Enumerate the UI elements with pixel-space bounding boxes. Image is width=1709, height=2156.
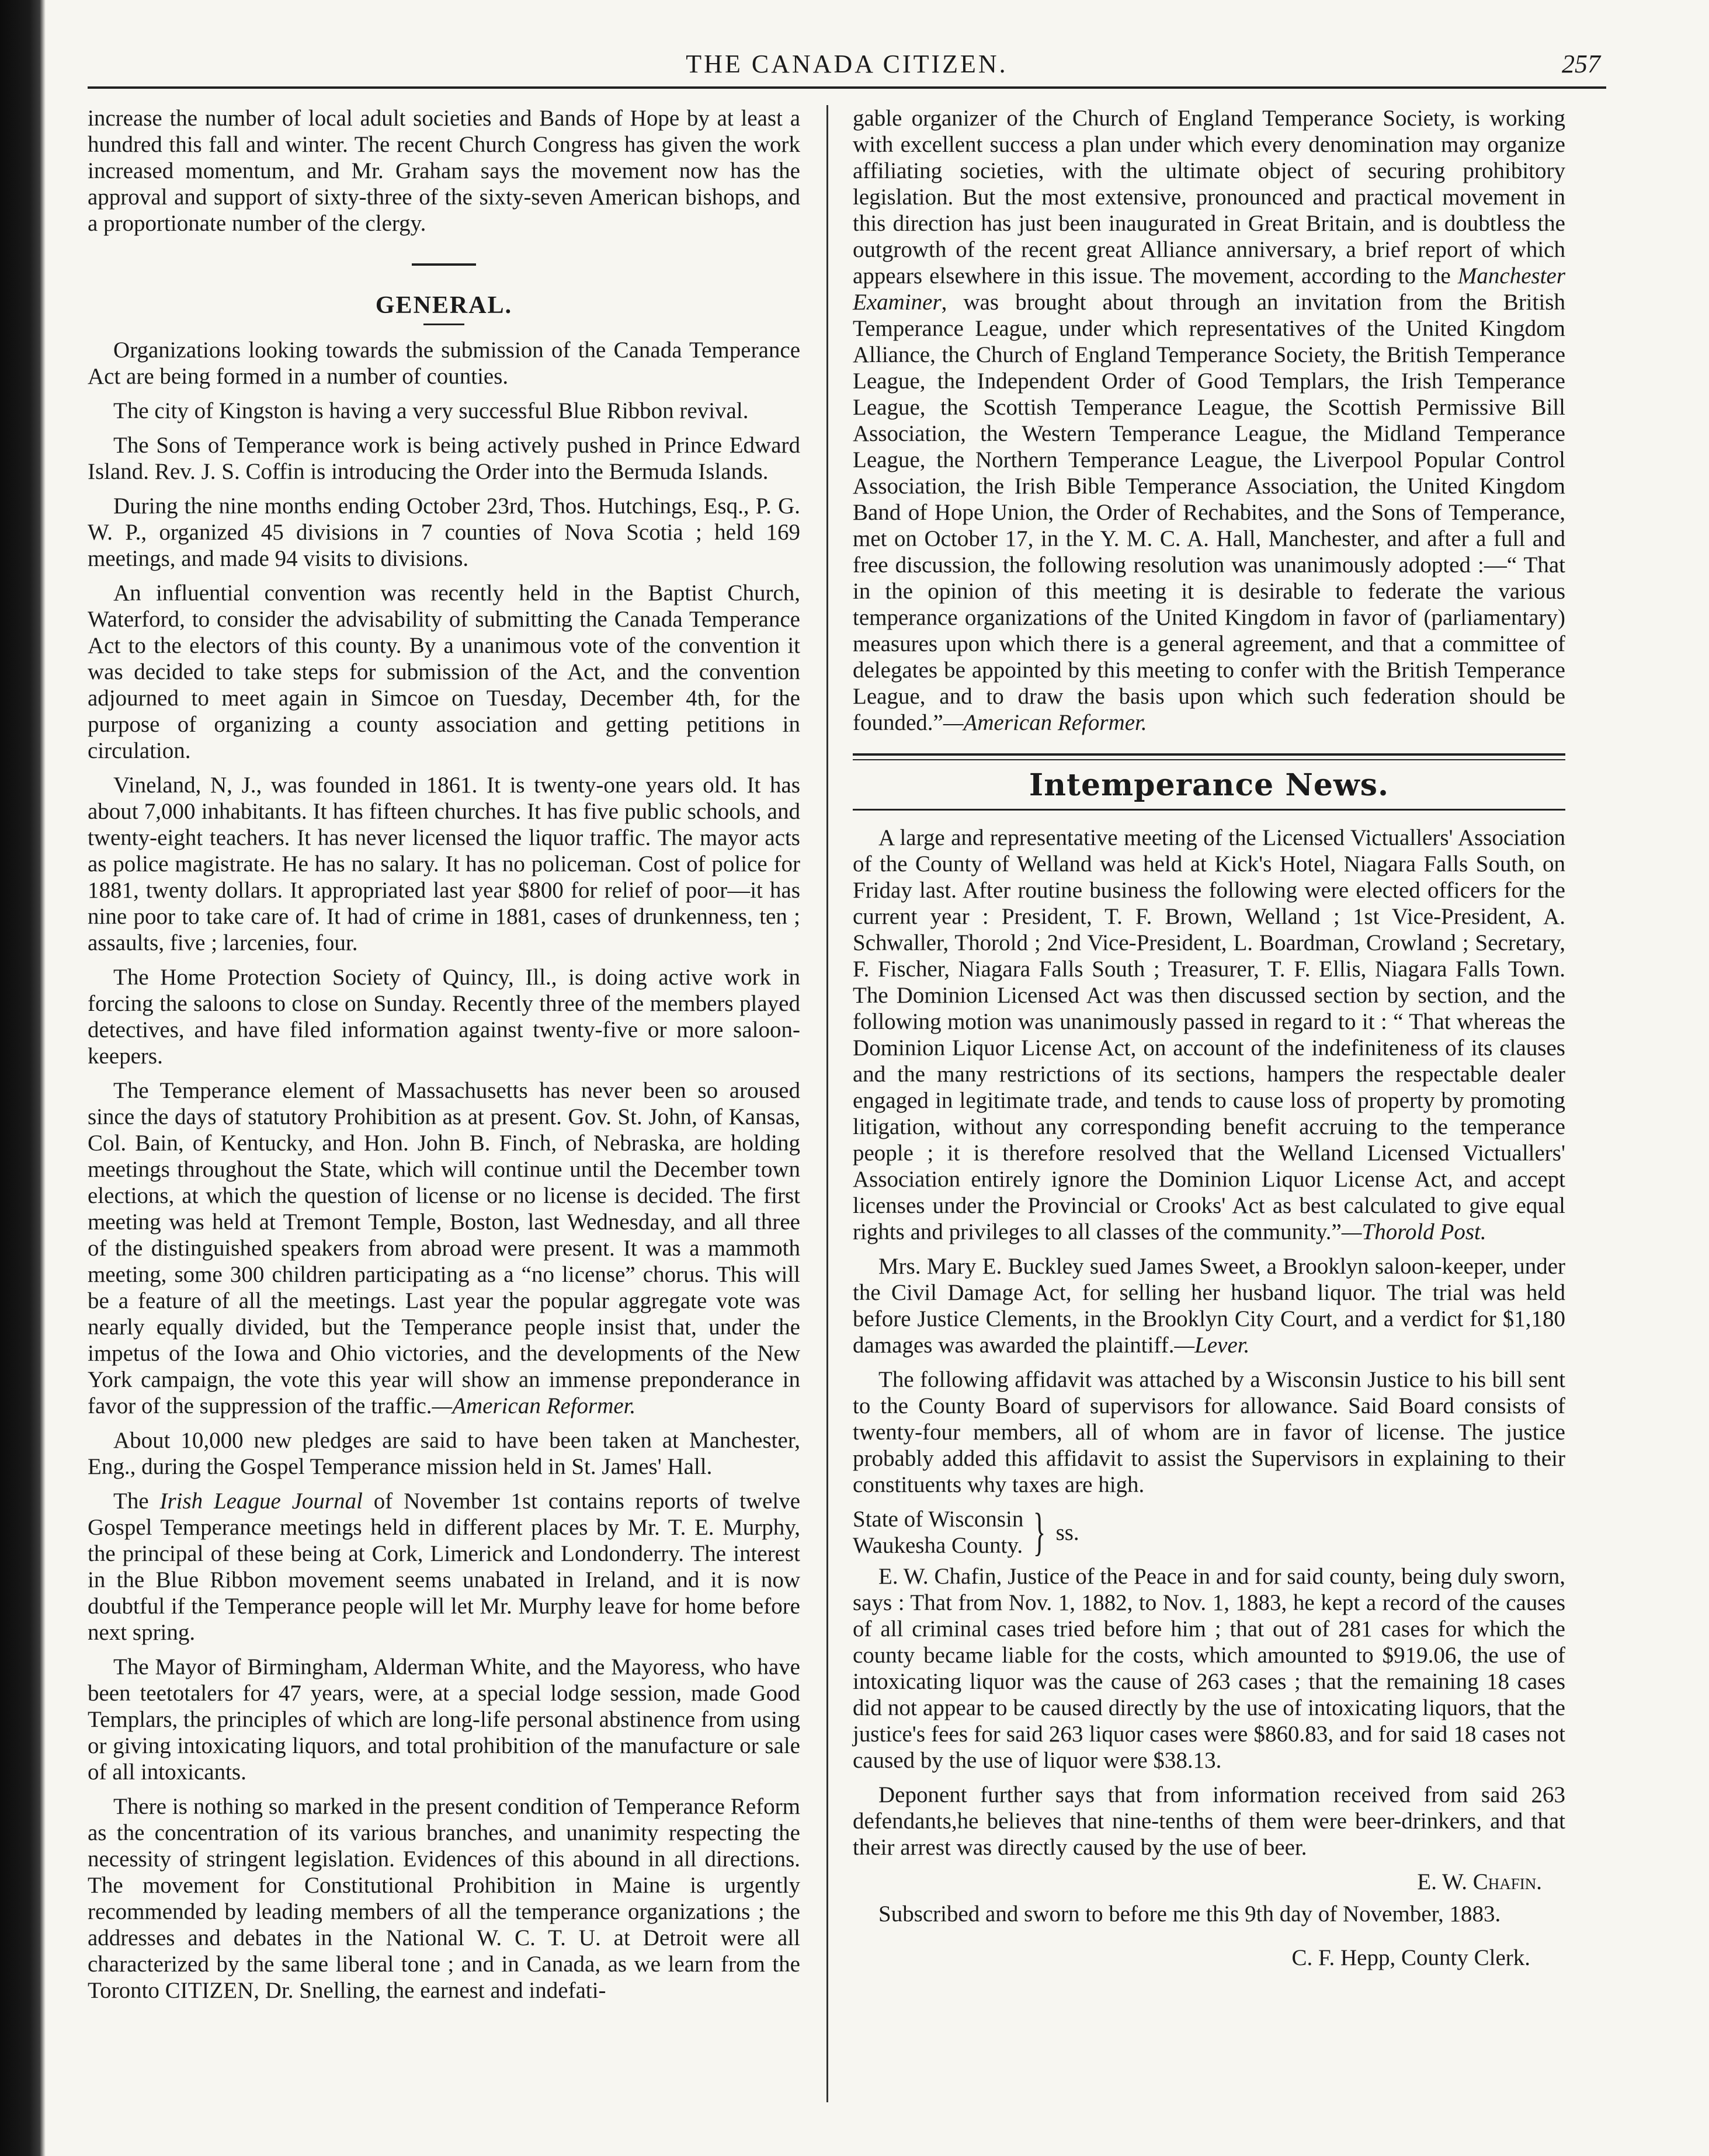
newspaper-page <box>88 35 1606 2114</box>
page-number: 257 <box>1562 50 1600 78</box>
paragraph: Subscribed and sworn to before me this 9th day of November, 1883. <box>878 1901 1501 1927</box>
paragraph-text: gable organizer of the Church of England Temperance Society, is working with excellent success a plan under which every denomination may organize affiliating societies, with the ultimate object of securing prohibitory legislation. But the most extensive, pronounced and practical movement in this direction has just been inaugurated in Great Britain, and is doubtless the outgrowth of the recent great Alliance anniversary, a brief report of which appears elsewhere in this issue. The movement, according to the <box>853 106 1565 288</box>
paragraph: About 10,000 new pledges are said to have been taken at Manchester, Eng., during the Gospel Temperance mission held in St. James' Hall. <box>88 1428 800 1479</box>
paragraph: Deponent further says that from information received from said 263 defendants,he believes that nine-tenths of them were beer-drinkers, and that their arrest was directly caused by the use of beer. <box>853 1782 1565 1860</box>
paragraph: E. W. Chafin, Justice of the Peace in and for said county, being duly sworn, says : That from Nov. 1, 1882, to Nov. 1, 1883, he kept a record of the causes of all criminal cases tried before him ; that out of 281 cases for which the county became liable for the costs, which amounted to $919.06, the use of intoxicating liquor was the cause of 263 cases ; that the remaining 18 cases did not appear to be caused directly by the use of intoxicating liquors, that the justice's fees for said 263 liquor cases were $860.83, and for said 18 cases not caused by the use of liquor were $38.13. <box>853 1564 1565 1773</box>
heading-rule <box>423 324 464 325</box>
left-column <box>88 105 800 2012</box>
journal-title: Irish League Journal <box>159 1489 363 1514</box>
column-divider <box>826 105 828 2102</box>
paragraph: The Home Protection Society of Quincy, Ill., is doing active work in forcing the saloons to close on Sunday. Recently three of the members played detectives, and have filed information against twenty-five or more saloon-keepers. <box>88 965 800 1069</box>
section-double-rule <box>853 753 1565 760</box>
brace-glyph: } <box>1033 1503 1046 1561</box>
signature-county-clerk: C. F. Hepp, County Clerk. <box>1291 1945 1530 1970</box>
paragraph: During the nine months ending October 23rd, Thos. Hutchings, Esq., P. G. W. P., organized 45 divisions in 7 counties of Nova Scotia ; held 169 meetings, and made 94 visits to divisions. <box>88 493 800 571</box>
paragraph-text: , was brought about through an invitation from the British Temperance League, under which representatives of the United Kingdom Alliance, the Church of England Temperance Society, the British Temperance League, the Independent Order of Good Templars, the Irish Temperance League, the Scottish Temperance League, the Scottish Permissive Bill Association, the Western Temperance League, the Midland Temperance League, the Northern Temperance League, the Liverpool Popular Control Association, the Irish Bible Temperance Association, the United Kingdom Band of Hope Union, the Order of Rechabites, and the Sons of Temperance, met on October 17, in the Y. M. C. A. Hall, Manchester, and after a full and free discussion, the following resolution was unanimously adopted :—“ That in the opinion of this meeting it is desirable to federate the various temperance organizations of the United Kingdom in favor of (parliamentary) measures upon which there is a general agreement, and that a committee of delegates be appointed by this meeting to confer with the British Temperance League, and to draw the basis upon which such federation should be founded.” <box>853 290 1565 735</box>
paragraph: The city of Kingston is having a very successful Blue Ribbon revival. <box>113 398 749 423</box>
paragraph <box>853 825 1565 1245</box>
paragraph-text: The <box>113 1489 160 1514</box>
paragraph: Organizations looking towards the submission of the Canada Temperance Act are being formed in a number of counties. <box>88 338 800 389</box>
source-credit: —American Reformer. <box>432 1393 636 1418</box>
paragraph: The following affidavit was attached by a Wisconsin Justice to his bill sent to the County Board of supervisors for allowance. Said Board consists of twenty-four members, all of whom are in favor of license. The justice probably added this affidavit to assist the Supervisors in explaining to their constituents why taxes are high. <box>853 1367 1565 1497</box>
paragraph-text: of November 1st contains reports of twelve Gospel Temperance meetings held in different places by Mr. T. E. Murphy, the principal of these being at Cork, Limerick and Londonderry. The interest in the Blue Ribbon movement seems unabated in Ireland, and it is now doubtful if the Temperance people will let Mr. Murphy leave for home before next spring. <box>88 1489 801 1645</box>
paragraph: An influential convention was recently held in the Baptist Church, Waterford, to consider the advisability of submitting the Canada Temperance Act to the electors of this county. By a unanimous vote of the convention it was decided to take steps for submission of the Act, and the convention adjourned to meet again in Simcoe on Tuesday, December 4th, for the purpose of organizing a county association and getting petitions in circulation. <box>88 580 800 763</box>
signature-chafin: E. W. Chafin. <box>1417 1869 1542 1894</box>
venue-county: Waukesha County. <box>853 1533 1023 1558</box>
intemperance-news-heading: Intemperance News. <box>1029 767 1390 803</box>
source-credit: —Thorold Post. <box>1341 1219 1486 1244</box>
paragraph: There is nothing so marked in the present condition of Temperance Reform as the concentration of its various branches, and unanimity respecting the necessity of stringent legislation. Evidences of this abound in all directions. The movement for Constitutional Prohibition in Maine is urgently recommended by leading members of all the temperance organizations ; the addresses and debates in the National W. C. T. U. at Detroit were all characterized by the same liberal tone ; and in Canada, as we learn from the Toronto CITIZEN, Dr. Snelling, the earnest and indefati- <box>88 1794 800 2003</box>
paragraph <box>88 1488 800 1646</box>
header-rule <box>88 86 1606 89</box>
paragraph-text: A large and representative meeting of the Licensed Victuallers' Association of the County of Welland was held at Kick's Hotel, Niagara Falls South, on Friday last. After routine business the following were elected officers for the current year : President, T. F. Brown, Welland ; 1st Vice-President, A. Schwaller, Thorold ; 2nd Vice-President, L. Boardman, Crowland ; Secretary, F. Fischer, Niagara Falls South ; Treasurer, T. F. Ellis, Niagara Falls Town. The Dominion Licensed Act was then discussed section by section, and the following motion was unanimously passed in regard to it : “ That whereas the Dominion Liquor License Act, on account of the indefiniteness of its clauses and the many restrictions of its sections, hampers the respectable dealer engaged in legitimate trade, and tends to cause loss of property by promoting litigation, without any corresponding benefit accruing to the temperance people ; it is therefore resolved that the Welland Licensed Victuallers' Association entirely ignore the Dominion Liquor License Act, and accept licenses under the Provincial or Crooks' Act as best calculated to give equal rights and privileges to all classes of the community.” <box>853 825 1565 1244</box>
paragraph: The Sons of Temperance work is being actively pushed in Prince Edward Island. Rev. J. S. Coffin is introducing the Order into the Bermuda Islands. <box>88 433 800 484</box>
newspaper-title: Manchester Examiner <box>853 263 1565 315</box>
venue-lines <box>853 1506 1023 1559</box>
paragraph-text: Mrs. Mary E. Buckley sued James Sweet, a Brooklyn saloon-keeper, under the Civil Damage Act, for selling her husband liquor. The trial was held before Justice Clements, in the Brooklyn City Court, and a verdict for $1,180 damages was awarded the plaintiff. <box>853 1254 1565 1358</box>
masthead-title: THE CANADA CITIZEN. <box>686 50 1008 78</box>
venue-block <box>853 1503 1565 1561</box>
paragraph: increase the number of local adult societies and Bands of Hope by at least a hundred this fall and winter. The recent Church Congress has given the work increased momentum, and Mr. Graham says the movement now has the approval and support of sixty-three of the sixty-seven American bishops, and a proportionate number of the clergy. <box>88 106 800 236</box>
paragraph <box>853 1253 1565 1358</box>
scan-edge <box>0 0 46 2156</box>
heading-rule <box>853 809 1565 811</box>
paragraph <box>853 105 1565 736</box>
paragraph: Vineland, N, J., was founded in 1861. It is twenty-one years old. It has about 7,000 inhabitants. It has fifteen churches. It has five public schools, and twenty-eight teachers. It has never licensed the liquor traffic. The mayor acts as police magistrate. He has no salary. It has no policeman. Cost of police for 1881, twenty dollars. It appropriated last year $800 for relief of poor—it has nine poor to take care of. It had of crime in 1881, cases of drunkenness, ten ; assaults, five ; larcenies, four. <box>88 773 800 955</box>
paragraph: The Mayor of Birmingham, Alderman White, and the Mayoress, who have been teetotalers for 47 years, were, at a special lodge session, made Good Templars, the principles of which are long-life personal abstinence from using or giving intoxicating liquors, and total prohibition of the manufacture or sale of all intoxicants. <box>88 1654 800 1785</box>
paragraph <box>88 1077 800 1419</box>
source-credit: —Lever. <box>1174 1333 1250 1358</box>
page-header <box>88 35 1606 99</box>
right-column <box>853 105 1565 1971</box>
venue-ss: ss. <box>1055 1519 1079 1545</box>
source-credit: —American Reformer. <box>943 710 1147 735</box>
general-heading: GENERAL. <box>375 292 513 319</box>
section-rule <box>412 263 476 266</box>
paragraph-text: The Temperance element of Massachusetts has never been so aroused since the days of statutory Prohibition as at present. Gov. St. John, of Kansas, Col. Bain, of Kentucky, and Hon. John B. Finch, of Nebraska, are holding meetings throughout the State, which will continue until the December town elections, at which the question of license or no license is decided. The first meeting was held at Tremont Temple, Boston, last Wednesday, and all three of the distinguished speakers from abroad were present. It was a mammoth meeting, some 300 children participating as a “no license” chorus. This will be a feature of all the meetings. Last year the popular aggregate vote was nearly equally divided, but the Temperance people insist that, under the impetus of the Iowa and Ohio victories, and the developments of the New York campaign, the vote this year will show an immense preponderance in favor of the suppression of the traffic. <box>88 1078 800 1418</box>
venue-state: State of Wisconsin <box>853 1507 1024 1532</box>
